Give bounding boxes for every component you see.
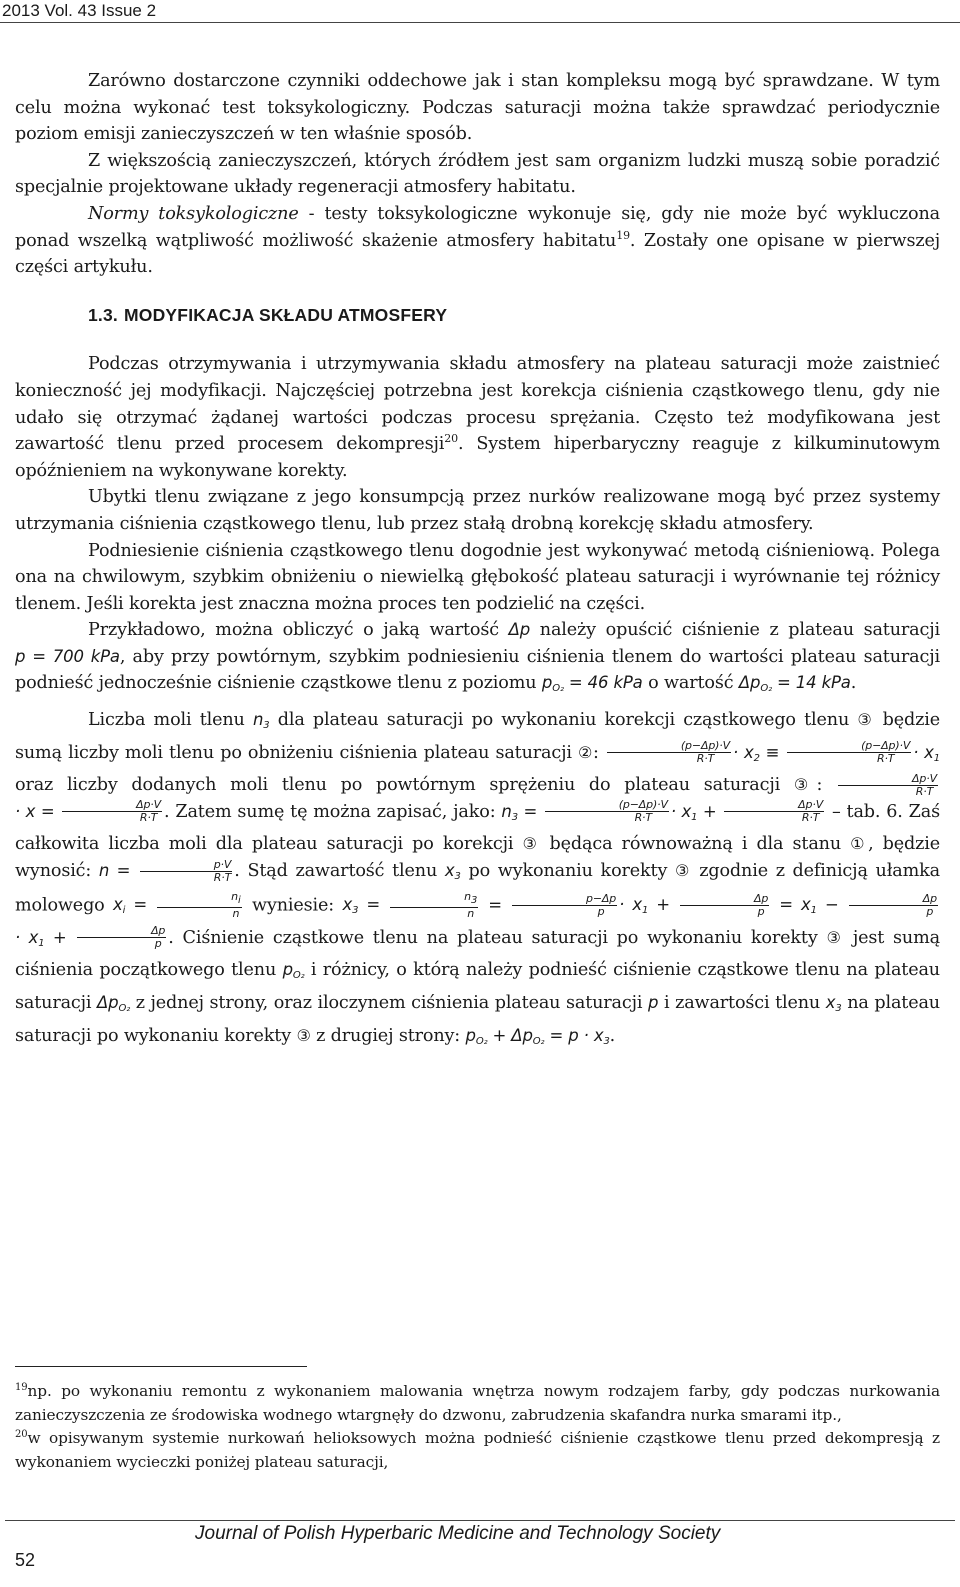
page-number: 52 (15, 1550, 36, 1570)
formula: p = 700 kPa (15, 646, 120, 666)
footnote-number: 19 (15, 1381, 28, 1393)
state-3-icon: ③ (296, 1025, 311, 1045)
journal-name: Journal of Polish Hyperbaric Medicine and Technology Society (195, 1523, 721, 1544)
section-number: 1.3. (88, 304, 118, 325)
fraction: $\frac{\Delta p\cdot V}{R\cdot T}$ (724, 799, 824, 824)
paragraph: Przykładowo, można obliczyć o jaką wartość Δp należy opuścić ciśnienie z plateau saturacji p = 700 kPa, aby przy powtórnym, szybkim podniesieniu ciśnienia tlenem do wartości plateau saturacji podnieść jednocześnie ciśnienie cząstkowe tlenu z poziomu $p_{O_2} = 46$ kPa o wartość $\Delta p_{O_2} = 14$ kPa. (15, 620, 940, 695)
section-title: MODYFIKACJA SKŁADU ATMOSFERY (124, 304, 448, 325)
state-3-icon: ③ (857, 710, 875, 730)
paragraph: Zarówno dostarczone czynniki oddechowe jak i stan kompleksu mogą być sprawdzane. W tym celu można wykonać test toksykologiczny. Podczas saturacji można także sprawdzać periodycznie poziom emisji zanieczyszczeń w ten właśnie sposób. (15, 71, 940, 145)
fraction: $\frac{(p-\Delta p)\cdot V}{R\cdot T}$ (545, 799, 669, 824)
state-3-icon: ③ (793, 775, 817, 795)
paragraph: Ubytki tlenu związane z jego konsumpcją przez nurków realizowane mogą być przez systemy utrzymania ciśnienia cząstkowego tlenu, lub przez stałą drobną korekcję składu atmosfery. (15, 487, 940, 534)
fraction: $\frac{\Delta p}{p}$ (77, 925, 166, 950)
formula: $\Delta p_{O_2} = 14$ kPa (738, 673, 851, 695)
issue-label: 2013 Vol. 43 Issue 2 (2, 1, 157, 20)
fraction: $\frac{p\cdot V}{R\cdot T}$ (140, 859, 233, 884)
fraction: $\frac{(p-\Delta p)\cdot V}{R\cdot T}$ (787, 740, 911, 765)
fraction: $\frac{\Delta p}{p}$ (849, 893, 938, 918)
running-header (0, 0, 960, 22)
paragraph: Podczas otrzymywania i utrzymywania składu atmosfery na plateau saturacji może zaistnieć konieczność jej modyfikacji. Najczęściej potrzebna jest korekcja ciśnienia cząstkowego tlenu, gdy nie udało się otrzymać żądanej wartości podczas procesu sprężania. Często też modyfikowana jest zawartość tlenu przed procesem dekompresji$^{20}$. System hiperbaryczny reaguje z kilkuminutowym opóźnieniem na wykonywane korekty. (15, 354, 940, 481)
fraction: $\frac{ni}{n}$ (157, 891, 241, 920)
formula: $n_3$ (252, 710, 270, 732)
formula: Δp (508, 620, 531, 640)
footnote-rule (15, 1366, 307, 1367)
fraction: $\frac{\Delta p\cdot V}{R\cdot T}$ (838, 773, 938, 798)
formula: p (648, 992, 659, 1012)
formula: $x_3$ (825, 992, 842, 1014)
formula: · x = (15, 801, 61, 821)
state-3-icon: ③ (826, 927, 845, 947)
fraction: $\frac{\Delta p}{p}$ (680, 893, 769, 918)
formula: $x_3$ = (342, 895, 389, 917)
paragraph: Podniesienie ciśnienia cząstkowego tlenu dogodnie jest wykonywać metodą ciśnieniową. Polega ona na chwilowym, szybkim obniżeniu o niewielką głębokość plateau saturacji i wyrównanie tej różnicy tlenem. Jeśli korekta jest znaczna można proces ten podzielić na części. (15, 540, 940, 614)
formula: · $x_1$ (913, 742, 940, 764)
paragraph: Normy toksykologiczne - testy toksykologiczne wykonuje się, gdy nie może być wykluczona ponad wszelką wątpliwość możliwość skażenie atmosfery habitatu$^{19}$. Zostały one opisane w pierwszej części artykułu. (15, 203, 941, 278)
state-3-icon: ③ (675, 861, 692, 881)
footer-rule (5, 1520, 955, 1521)
fraction: $\frac{\Delta p\cdot V}{R\cdot T}$ (62, 799, 162, 824)
formula: · $x_1$ + (670, 801, 723, 823)
footnote-20: $^{20}$w opisywanym systemie nurkowań helioksowych można podnieść ciśnienie cząstkowe tlenu przed dekompresją z wykonaniem wycieczki poniżej plateau saturacji, (15, 1428, 940, 1471)
footnotes (15, 1380, 940, 1474)
article-body (15, 68, 940, 1055)
formula: n = (98, 861, 138, 881)
fraction: $\frac{n3}{n}$ (390, 891, 478, 920)
state-2-icon: ② (578, 742, 593, 762)
fraction: $\frac{p-\Delta p}{p}$ (512, 893, 617, 918)
paragraph: Z większością zanieczyszczeń, których źródłem jest sam organizm ludzki muszą sobie poradzić specjalnie projektowane układy regeneracji atmosfery habitatu. (15, 150, 940, 198)
header-rule (0, 22, 960, 23)
formula: · $x_2$ ≡ (733, 742, 786, 764)
section-heading (88, 302, 940, 329)
formula: $p_{O_2} + \Delta p_{O_2} = p \cdot x_3$ (465, 1025, 610, 1047)
footnote-number: 20 (15, 1428, 28, 1440)
fraction: $\frac{(p-\Delta p)\cdot V}{R\cdot T}$ (607, 740, 731, 765)
formula: $n_3$ = (501, 801, 543, 823)
formula: $p_{O_2} = 46$ kPa (541, 673, 643, 695)
paragraph: Liczba moli tlenu $n_3$ dla plateau saturacji po wykonaniu korekcji cząstkowego tlenu ③ będzie sumą liczby moli tlenu po obniżeniu ciśnienia plateau saturacji ②: $\frac{(p-\Delta p)\cdot V}{R\cdot T}$ · $x_2$ ≡ $\frac{(p-\Delta p)\cdot V}{R\cdot T}$ · $x_1$ oraz liczby dodanych moli tlenu po powtórnym sprężeniu do plateau saturacji ③: $\frac{\Delta p\cdot V}{R\cdot T}$ · x = $\frac{\Delta p\cdot V}{R\cdot T}$ . Zatem sumę tę można zapisać, jako: $n_3$ = $\frac{(p-\Delta p)\cdot V}{R\cdot T}$ · $x_1$ + $\frac{\Delta p\cdot V}{R\cdot T}$ – tab. 6. Zaś całkowita liczba moli dla plateau saturacji po korekcji ③ będąca równoważną i dla stanu ①, będzie wynosić: n = $\frac{p\cdot V}{R\cdot T}$ . Stąd zawartość tlenu $x_3$ po wykonaniu korekty ③ zgodnie z definicją ułamka molowego $x_i$ = $\frac{ni}{n}$ wyniesie: $x_3$ = $\frac{n3}{n}$ = $\frac{p-\Delta p}{p}$ · $x_1$ + $\frac{\Delta p}{p}$ = $x_1$ − $\frac{\Delta p}{p}$ · $x_1$ + $\frac{\Delta p}{p}$ . Ciśnienie cząstkowe tlenu na plateau saturacji po wykonaniu korekty ③ jest sumą ciśnienia początkowego tlenu $p_{O_2}$ i różnicy, o którą należy podnieść ciśnienie cząstkowe tlenu na plateau saturacji $\Delta p_{O_2}$ z jednej strony, oraz iloczynem ciśnienia plateau saturacji p i zawartości tlenu $x_3$ na plateau saturacji po wykonaniu korekty ③ z drugiej strony: $p_{O_2} + \Delta p_{O_2} = p \cdot x_3$. (15, 710, 941, 1047)
formula: $p_{O_2}$ (282, 960, 305, 982)
term-emphasis: Normy toksykologiczne (88, 203, 299, 224)
formula: $x_i$ = (113, 895, 156, 917)
state-1-icon: ① (850, 834, 869, 854)
footnote-ref[interactable]: 20 (444, 432, 458, 446)
state-3-icon: ③ (522, 834, 541, 854)
formula: $x_3$ (444, 861, 461, 883)
formula: $\Delta p_{O_2}$ (97, 992, 131, 1014)
footnote-19: $^{19}$np. po wykonaniu remontu z wykonaniem malowania wnętrza nowym rodzajem farby, gdy podczas nurkowania zanieczyszczenia ze środowiska wodnego wtargnęły do dzwonu, zabrudzenia skafandra nurka smarami itp., (15, 1381, 940, 1424)
footnote-ref[interactable]: 19 (616, 228, 630, 242)
